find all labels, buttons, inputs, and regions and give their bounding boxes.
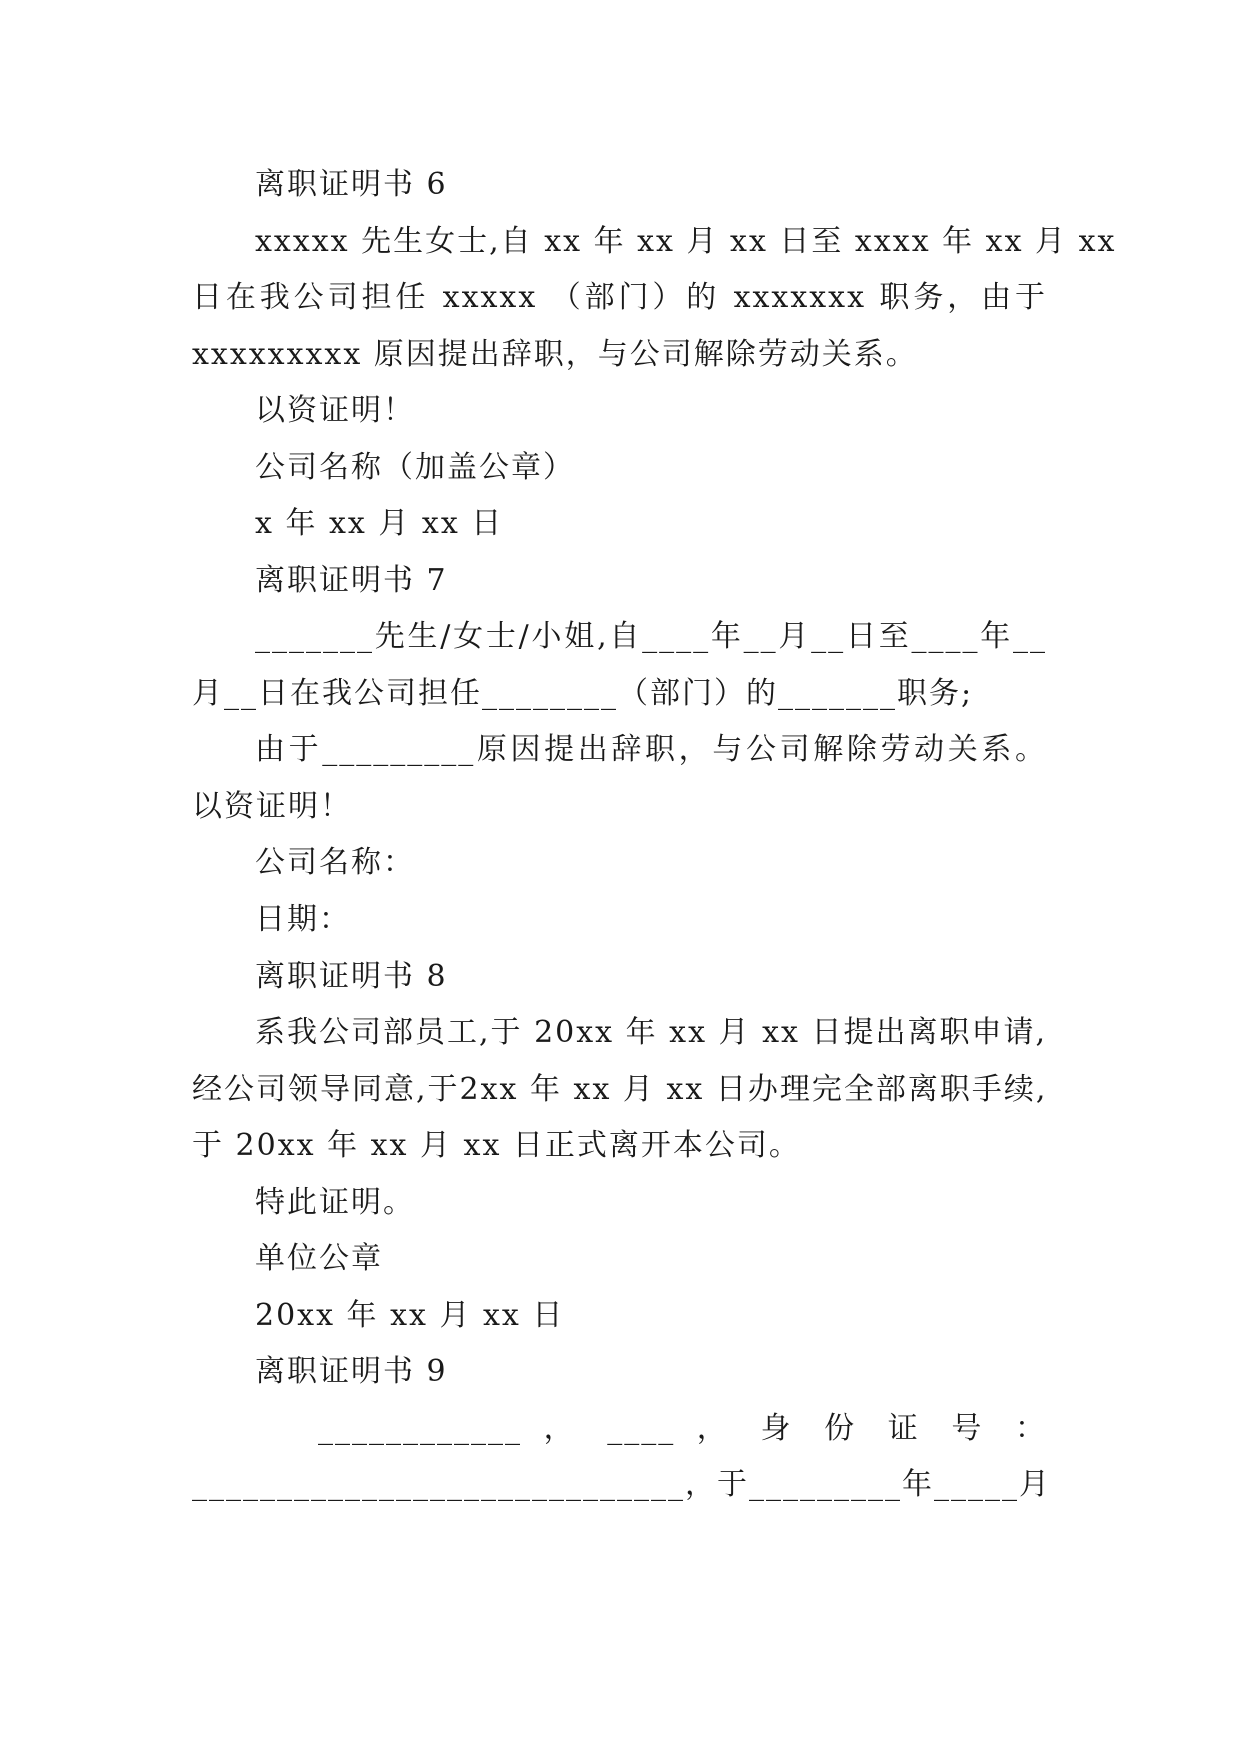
- section-8-body-line: 经公司领导同意,于2xx 年 xx 月 xx 日办理完全部离职手续,: [192, 1072, 1048, 1107]
- section-heading-7: 离职证明书 7: [255, 563, 448, 598]
- section-heading-8: 离职证明书 8: [255, 959, 448, 994]
- section-6-closing-line: 以资证明！: [255, 393, 415, 428]
- section-7-body-line: _______先生/女士/小姐,自____年__月__日至____年__: [255, 619, 1047, 654]
- section-6-closing-line: 公司名称（加盖公章）: [255, 450, 575, 485]
- section-heading-9: 离职证明书 9: [255, 1354, 448, 1389]
- section-6-body-line: 日在我公司担任 xxxxx （部门）的 xxxxxxx 职务，由于: [192, 280, 1047, 315]
- section-8-closing-line: 20xx 年 xx 月 xx 日: [255, 1298, 565, 1333]
- section-8-body-line: 系我公司部员工,于 20xx 年 xx 月 xx 日提出离职申请,: [255, 1015, 1047, 1050]
- section-7-body-line: 由于_________原因提出辞职，与公司解除劳动关系。: [255, 732, 1047, 767]
- section-9-body-line: _____________________________，于_________年_____月: [192, 1467, 1051, 1502]
- section-9-body-line: ____________ ， ____ ， 身 份 证 号 ：: [318, 1411, 1047, 1446]
- section-6-closing-line: x 年 xx 月 xx 日: [255, 506, 504, 541]
- section-7-body-line: 月__日在我公司担任________（部门）的_______职务;: [192, 676, 974, 711]
- section-6-body-line: xxxxx 先生女士,自 xx 年 xx 月 xx 日至 xxxx 年 xx 月 xx: [255, 224, 1117, 259]
- section-heading-6: 离职证明书 6: [255, 167, 448, 202]
- section-6-body-line: xxxxxxxxx 原因提出辞职，与公司解除劳动关系。: [192, 337, 918, 372]
- section-8-body-line: 于 20xx 年 xx 月 xx 日正式离开本公司。: [192, 1128, 801, 1163]
- section-7-closing-line: 日期：: [255, 902, 351, 937]
- section-8-closing-line: 特此证明。: [255, 1185, 415, 1220]
- section-7-closing-line: 公司名称：: [255, 845, 415, 880]
- section-8-closing-line: 单位公章: [255, 1241, 383, 1276]
- section-7-body-line: 以资证明！: [192, 789, 352, 824]
